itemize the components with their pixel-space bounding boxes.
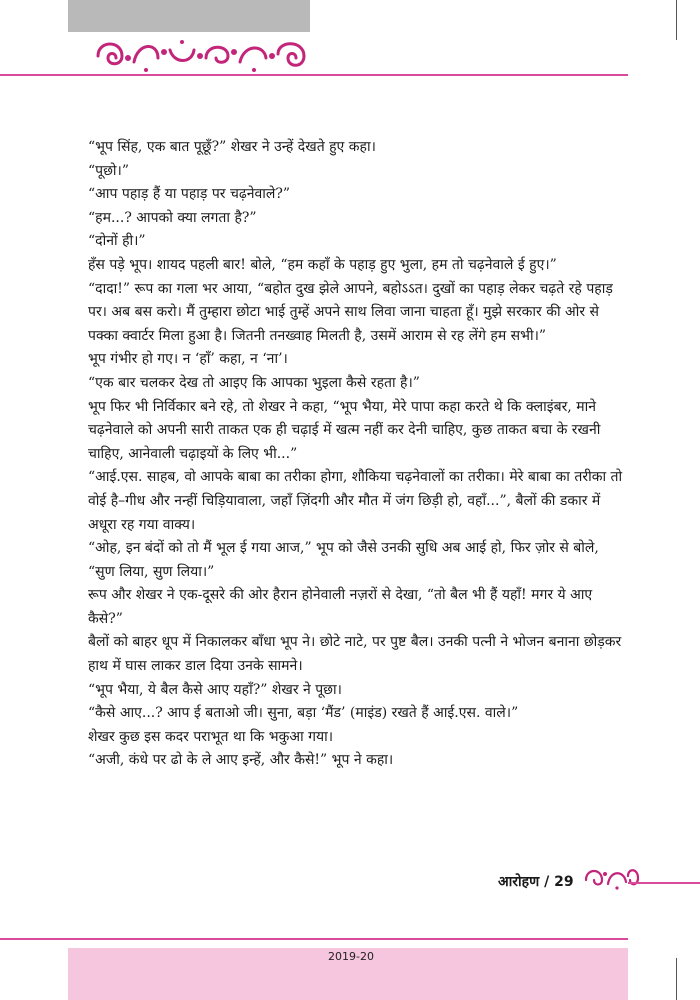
paragraph: “पूछो।” xyxy=(88,162,130,179)
header-gray-tab xyxy=(68,0,310,32)
paragraph: बैलों को बाहर धूप में निकालकर बाँधा भूप ने। छोटे नाटे, पर पुष्ट बैल। उनकी पत्नी ने भोजन बनाना छोड़कर हाथ में घास लाकर डाल दिया उनके सामने। xyxy=(88,634,622,675)
paragraph: “दोनों ही।” xyxy=(88,233,146,250)
footer-rule xyxy=(0,938,628,940)
header-rule xyxy=(0,74,628,76)
page-body-text xyxy=(88,136,628,773)
paragraph: “कैसे आए...? आप ई बताओ जी। सुना, बड़ा ‘मैंड’ (माइंड) रखते हैं आई.एस. वाले।” xyxy=(88,705,519,722)
paragraph: “भूप सिंह, एक बात पूछूँ?” शेखर ने उन्हें देखते हुए कहा। xyxy=(88,139,376,155)
paragraph: “ओह, इन बंदों को तो मैं भूल ई गया आज,” भूप को जैसे उनकी सुधि अब आई हो, फिर ज़ोर से बोले, “सुण लिया, सुण लिया।” xyxy=(88,540,599,580)
crop-mark-top xyxy=(676,0,677,40)
paragraph: “आप पहाड़ हैं या पहाड़ पर चढ़नेवाले?” xyxy=(88,186,291,203)
paragraph: भूप गंभीर हो गए। न ‘हाँ’ कहा, न ‘ना’। xyxy=(88,351,288,368)
paragraph: “एक बार चलकर देख तो आइए कि आपका भुइला कैसे रहता है।” xyxy=(88,374,420,391)
footer-swirl-ornament-icon xyxy=(582,862,640,892)
paragraph: “दादा!” रूप का गला भर आया, “बहोत दुख झेले आपने, बहोऽऽत। दुखों का पहाड़ लेकर चढ़ते रहे पहाड़ पर। अब बस करो। मैं तुम्हारा छोटा भाई तुम्हें अपने साथ लिवा जाना चाहता हूँ। मुझे सरकार की ओर से पक्का क्वार्टर मिला हुआ है। जितनी तनख्वाह मिलती है, उसमें आराम से रह लेंगे हम सभी।” xyxy=(88,280,613,344)
paragraph: शेखर कुछ इस कदर पराभूत था कि भकुआ गया। xyxy=(88,728,334,745)
paragraph: हँस पड़े भूप। शायद पहली बार! बोले, “हम कहाँ के पहाड़ हुए भुला, हम तो चढ़नेवाले ई हुए।” xyxy=(88,256,557,273)
paragraph: भूप फिर भी निर्विकार बने रहे, तो शेखर ने कहा, “भूप भैया, मेरे पापा कहा करते थे कि क्लाइंबर, माने चढ़नेवाले को अपनी सारी ताकत एक ही चढ़ाई में खत्म नहीं कर देनी चाहिए, कुछ ताकत बचा के रखनी चाहिए, आनेवाली चढ़ाइयों के लिए भी...” xyxy=(88,398,601,462)
footer-accent-rule xyxy=(628,882,700,884)
paragraph: रूप और शेखर ने एक-दूसरे की ओर हैरान होनेवाली नज़रों से देखा, “तो बैल भी हैं यहाँ! मगर ये आए कैसे?” xyxy=(88,587,593,627)
paragraph: “अजी, कंधे पर ढो के ले आए इन्हें, और कैसे!” भूप ने कहा। xyxy=(88,752,394,769)
edition-year: 2019-20 xyxy=(328,950,374,963)
page-number-label: आरोहण / 29 xyxy=(498,874,574,890)
paragraph: “हम...? आपको क्या लगता है?” xyxy=(88,209,257,226)
crop-mark-bottom xyxy=(676,958,677,1000)
paragraph: “आई.एस. साहब, वो आपके बाबा का तरीका होगा, शौकिया चढ़नेवालों का तरीका। मेरे बाबा का तरीका तो वोई है–गीध और नन्हीं चिड़ियावाला, जहाँ ज़िंदगी और मौत में जंग छिड़ी हो, वहाँ...”, बैलों की डकार में अधूरा रह गया वाक्य। xyxy=(88,469,623,533)
decorative-swirl-ornament-icon xyxy=(88,32,318,78)
paragraph: “भूप भैया, ये बैल कैसे आए यहाँ?” शेखर ने पूछा। xyxy=(88,681,342,698)
